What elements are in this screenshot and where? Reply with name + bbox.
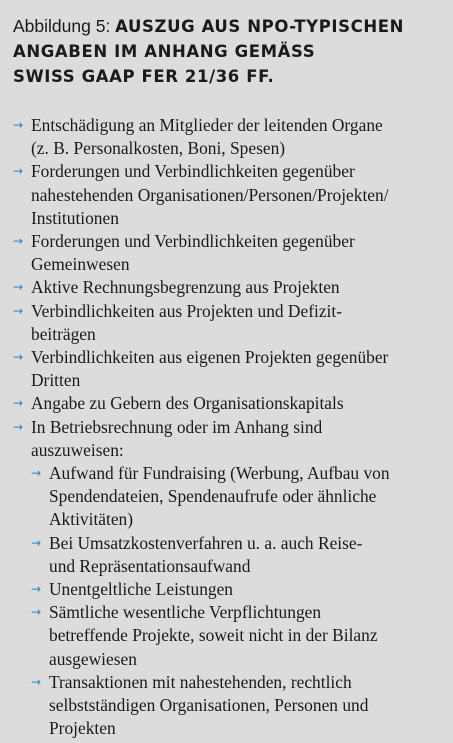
list-item-text-line: Verbindlichkeiten aus eigenen Projekten gegenüber bbox=[31, 347, 389, 368]
list-item bbox=[31, 671, 441, 741]
list-item bbox=[13, 346, 441, 392]
list-item-text-line: Aktivitäten) bbox=[49, 509, 134, 530]
sub-bullet-list bbox=[31, 462, 441, 740]
list-item-text-line: ausgewiesen bbox=[49, 648, 137, 669]
list-item-text-line: Forderungen und Verbindlichkeiten gegenüber bbox=[31, 161, 355, 182]
list-item-text-line: beiträgen bbox=[31, 323, 96, 344]
list-item-text-line: nahestehenden Organisationen/Personen/Projekten/ bbox=[31, 184, 389, 205]
arrow-right-icon: → bbox=[13, 396, 24, 411]
figure-caption bbox=[13, 14, 441, 89]
list-item bbox=[13, 392, 441, 415]
list-item-text-line: Bei Umsatzkostenverfahren u. a. auch Reise- bbox=[49, 532, 363, 553]
list-item-text-line: Projekten bbox=[49, 718, 116, 739]
list-item-text-line: selbstständigen Organisationen, Personen und bbox=[49, 695, 369, 716]
arrow-right-icon: → bbox=[13, 419, 24, 434]
list-item bbox=[31, 601, 441, 671]
list-item-text-line: Institutionen bbox=[31, 207, 119, 228]
arrow-right-icon: → bbox=[13, 303, 24, 318]
list-item-text-line: Unentgeltliche Leistungen bbox=[49, 579, 233, 600]
bullet-list bbox=[13, 114, 441, 740]
list-item-text-line: Forderungen und Verbindlichkeiten gegenüber bbox=[31, 231, 355, 252]
arrow-right-icon: → bbox=[31, 535, 42, 550]
list-item-text-line: Aktive Rechnungsbegrenzung aus Projekten bbox=[31, 277, 340, 298]
list-item-text-line: Spendendateien, Spendenaufrufe oder ähnliche bbox=[49, 486, 377, 507]
list-item-text-line: Dritten bbox=[31, 370, 81, 391]
list-item-text-line: Aufwand für Fundraising (Werbung, Aufbau von bbox=[49, 463, 390, 484]
arrow-right-icon: → bbox=[13, 164, 24, 179]
list-item-text-line: Sämtliche wesentliche Verpflichtungen bbox=[49, 602, 322, 623]
list-item bbox=[13, 230, 441, 276]
arrow-right-icon: → bbox=[13, 350, 24, 365]
list-item-text-line: betreffende Projekte, soweit nicht in der Bilanz bbox=[49, 625, 378, 646]
caption-title-line-3: SWISS GAAP FER 21/36 FF. bbox=[13, 67, 275, 86]
arrow-right-icon: → bbox=[31, 582, 42, 597]
list-item bbox=[13, 416, 441, 741]
list-item bbox=[31, 462, 441, 532]
list-item-text-line: Transaktionen mit nahestehenden, rechtlich bbox=[49, 671, 352, 692]
list-item-text-line: und Repräsentationsaufwand bbox=[49, 555, 251, 576]
list-item-text-line: Verbindlichkeiten aus Projekten und Defizit- bbox=[31, 300, 343, 321]
caption-title-line-2: ANGABEN IM ANHANG GEMÄSS bbox=[13, 42, 316, 61]
list-item bbox=[31, 578, 441, 601]
list-item-text-line: Angabe zu Gebern des Organisationskapitals bbox=[31, 393, 344, 414]
list-item bbox=[13, 160, 441, 230]
list-item bbox=[13, 114, 441, 160]
arrow-right-icon: → bbox=[31, 466, 42, 481]
arrow-right-icon: → bbox=[13, 280, 24, 295]
list-item-text-line: Entschädigung an Mitglieder der leitenden Organe bbox=[31, 115, 383, 135]
arrow-right-icon: → bbox=[31, 674, 42, 689]
list-item-text-line: (z. B. Personalkosten, Boni, Spesen) bbox=[31, 138, 286, 159]
arrow-right-icon: → bbox=[31, 605, 42, 620]
list-item bbox=[13, 300, 441, 346]
list-item-text-line: Gemeinwesen bbox=[31, 254, 130, 275]
caption-prefix: Abbildung 5: bbox=[13, 16, 116, 36]
list-item bbox=[31, 532, 441, 578]
list-item bbox=[13, 276, 441, 299]
list-item-text-line: In Betriebsrechnung oder im Anhang sind bbox=[31, 416, 323, 437]
arrow-right-icon: → bbox=[13, 234, 24, 249]
list-item-text-line: auszuweisen: bbox=[31, 439, 124, 460]
arrow-right-icon: → bbox=[13, 118, 24, 132]
caption-title-line-1: AUSZUG AUS NPO-TYPISCHEN bbox=[115, 17, 405, 36]
